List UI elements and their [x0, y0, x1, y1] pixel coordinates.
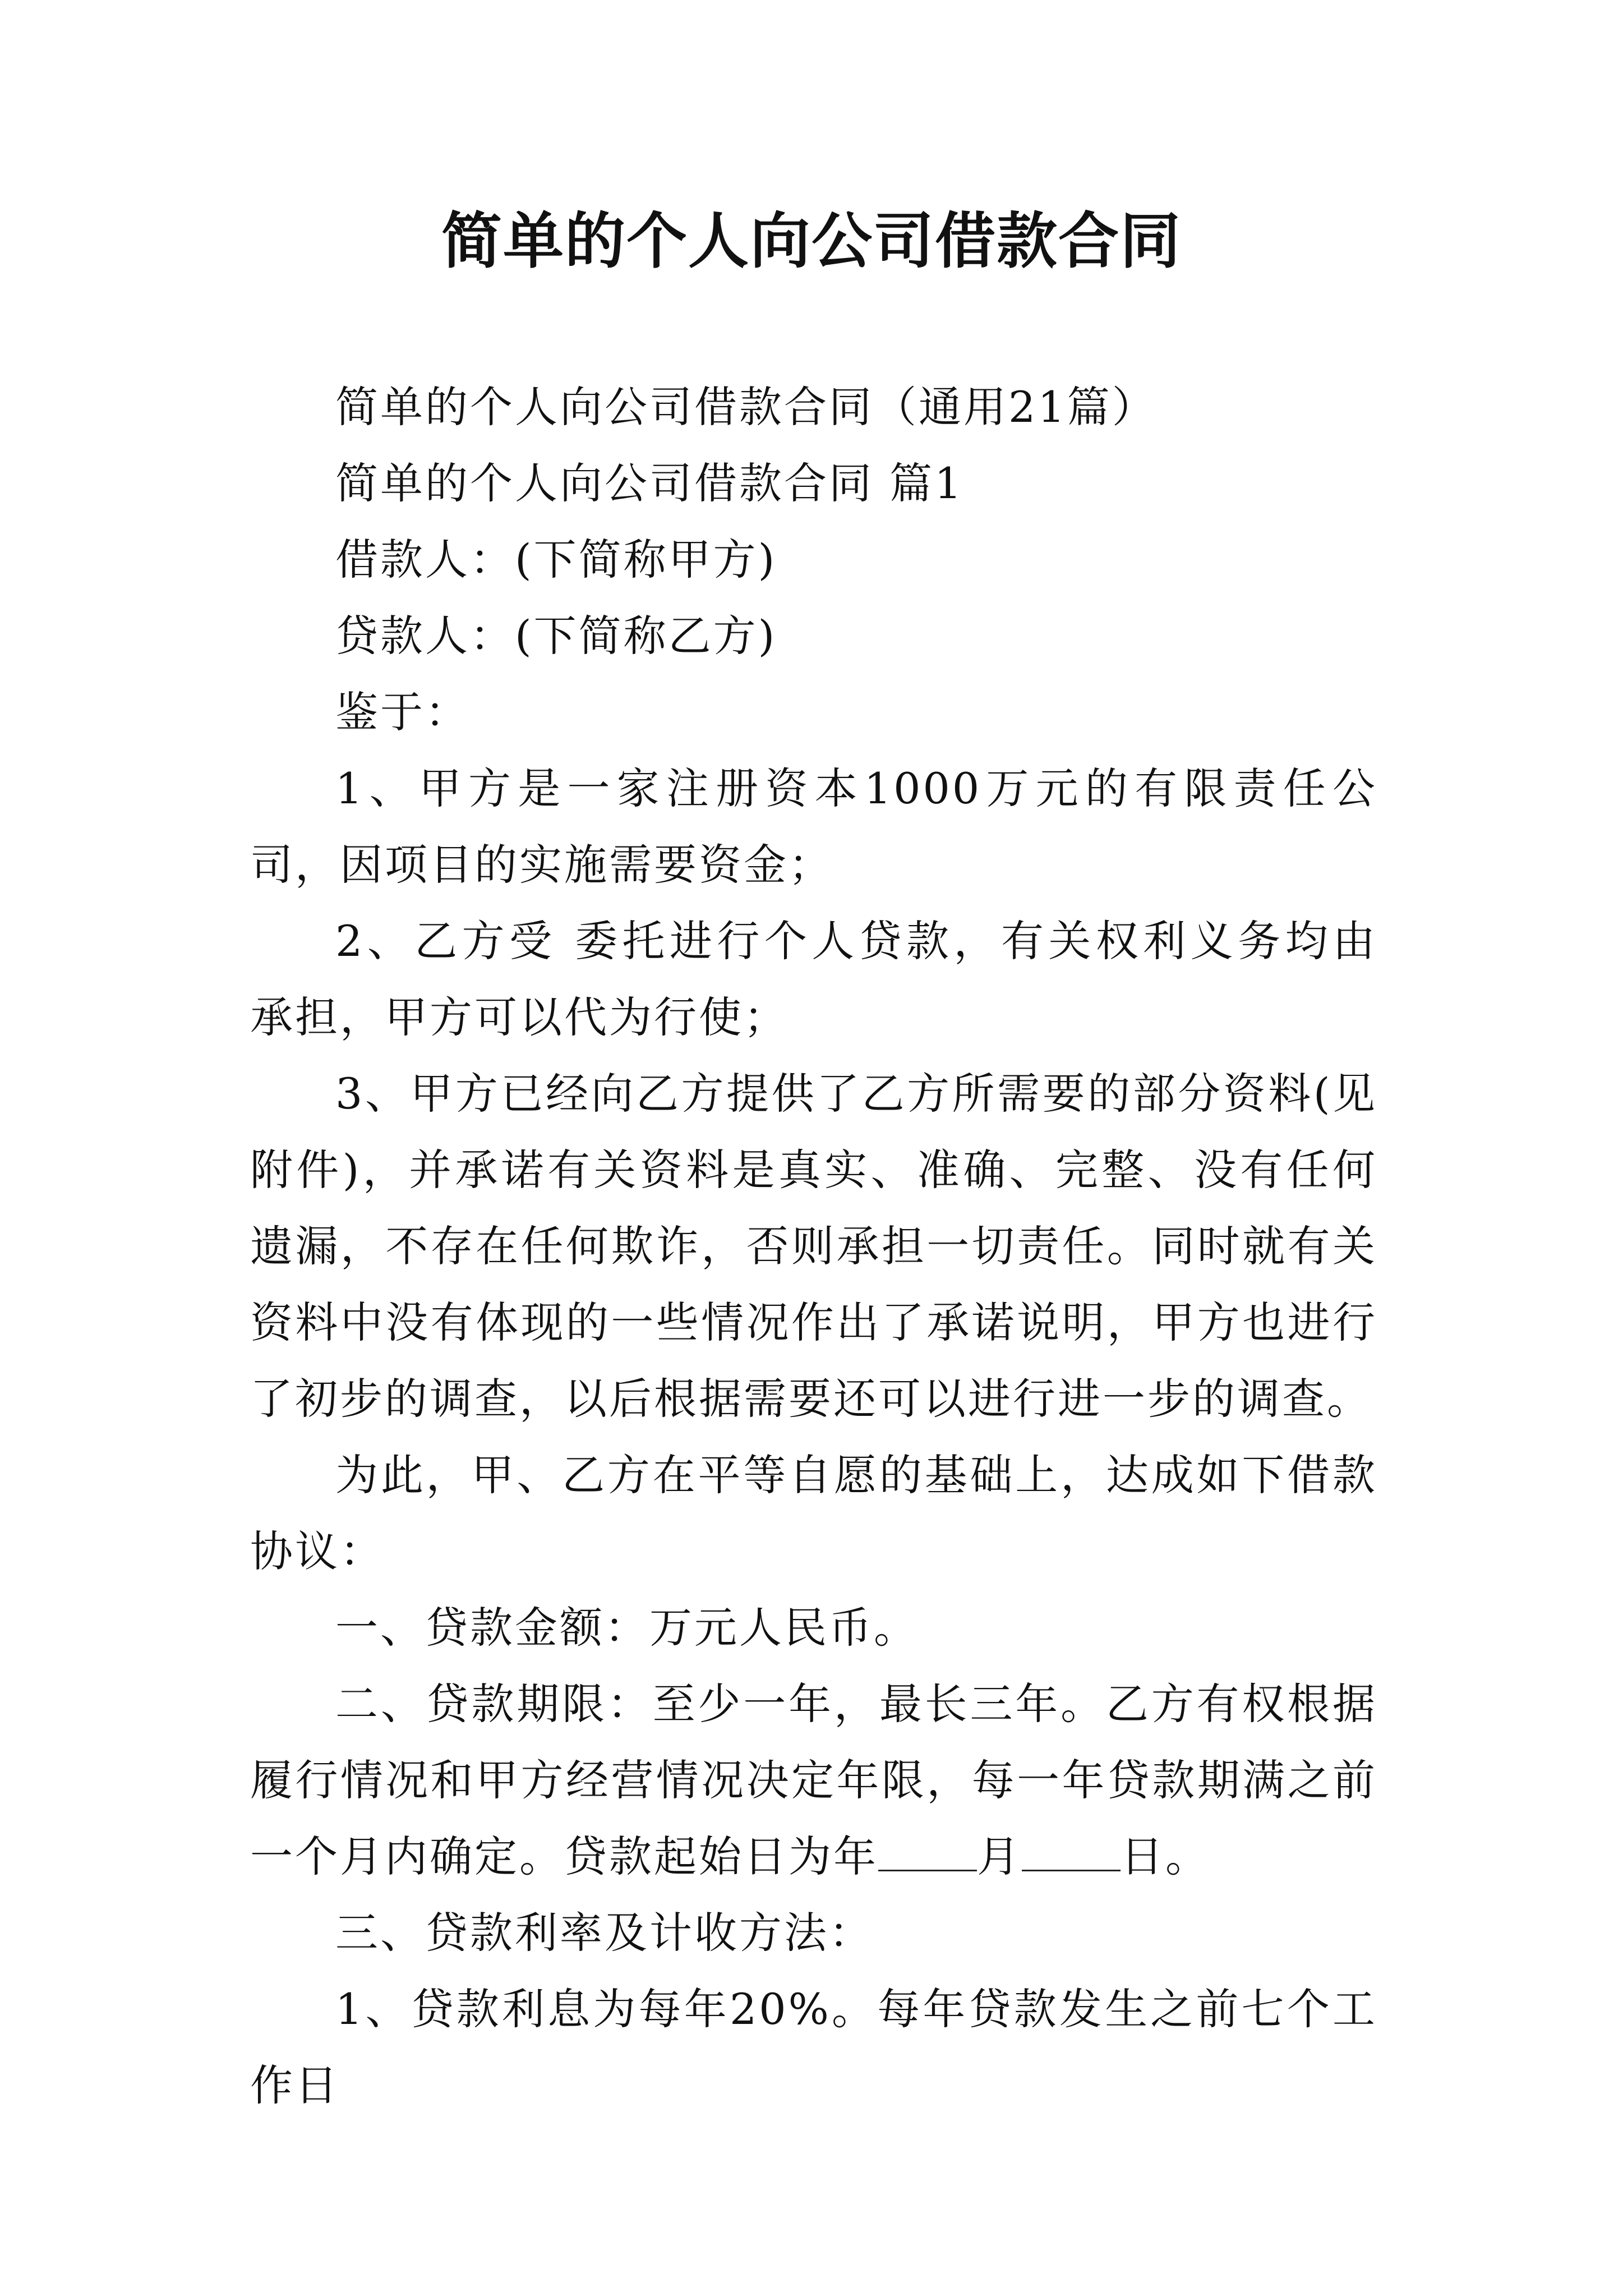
- month-blank: [878, 1830, 977, 1871]
- paragraph-borrower: 借款人：(下简称甲方): [335, 535, 777, 585]
- paragraph-section-heading: 简单的个人向公司借款合同 篇1: [335, 458, 964, 508]
- paragraph-subtitle: 简单的个人向公司借款合同（通用21篇）: [335, 382, 1157, 432]
- paragraph-whereas: 鉴于：: [335, 687, 470, 737]
- day-blank: [1022, 1830, 1121, 1871]
- document-body: [250, 369, 1377, 2124]
- loan-term-text: 二、贷款期限：至少一年，最长三年。乙方有权根据履行情况和甲方经营情况决定年限，每一年贷款期满之前一个月内确定。贷款起始日为年: [250, 1679, 1377, 1881]
- paragraph-recital-1: 1、甲方是一家注册资本1000万元的有限责任公司，因项目的实施需要资金；: [250, 763, 1377, 890]
- paragraph-interest-heading: 三、贷款利率及计收方法：: [335, 1908, 874, 1958]
- paragraph-recital-3: 3、甲方已经向乙方提供了乙方所需要的部分资料(见附件)，并承诺有关资料是真实、准确、完整、没有任何遗漏，不存在任何欺诈，否则承担一切责任。同时就有关资料中没有体现的一些情况作出了承诺说明，甲方也进行了初步的调查，以后根据需要还可以进行进一步的调查。: [250, 1069, 1377, 1424]
- day-label: 日。: [1121, 1832, 1210, 1881]
- document-title: 简单的个人向公司借款合同: [441, 206, 1182, 277]
- month-label: 月: [977, 1832, 1022, 1881]
- paragraph-loan-amount: 一、贷款金额：万元人民币。: [335, 1603, 919, 1653]
- paragraph-agreement-intro: 为此，甲、乙方在平等自愿的基础上，达成如下借款协议：: [250, 1450, 1377, 1576]
- paragraph-lender: 贷款人：(下简称乙方): [335, 611, 777, 661]
- paragraph-recital-2: 2、乙方受 委托进行个人贷款，有关权利义务均由 承担，甲方可以代为行使；: [250, 916, 1377, 1042]
- paragraph-loan-term: [250, 1666, 1377, 1895]
- paragraph-interest-1: 1、贷款利息为每年20%。每年贷款发生之前七个工作日: [250, 1984, 1377, 2110]
